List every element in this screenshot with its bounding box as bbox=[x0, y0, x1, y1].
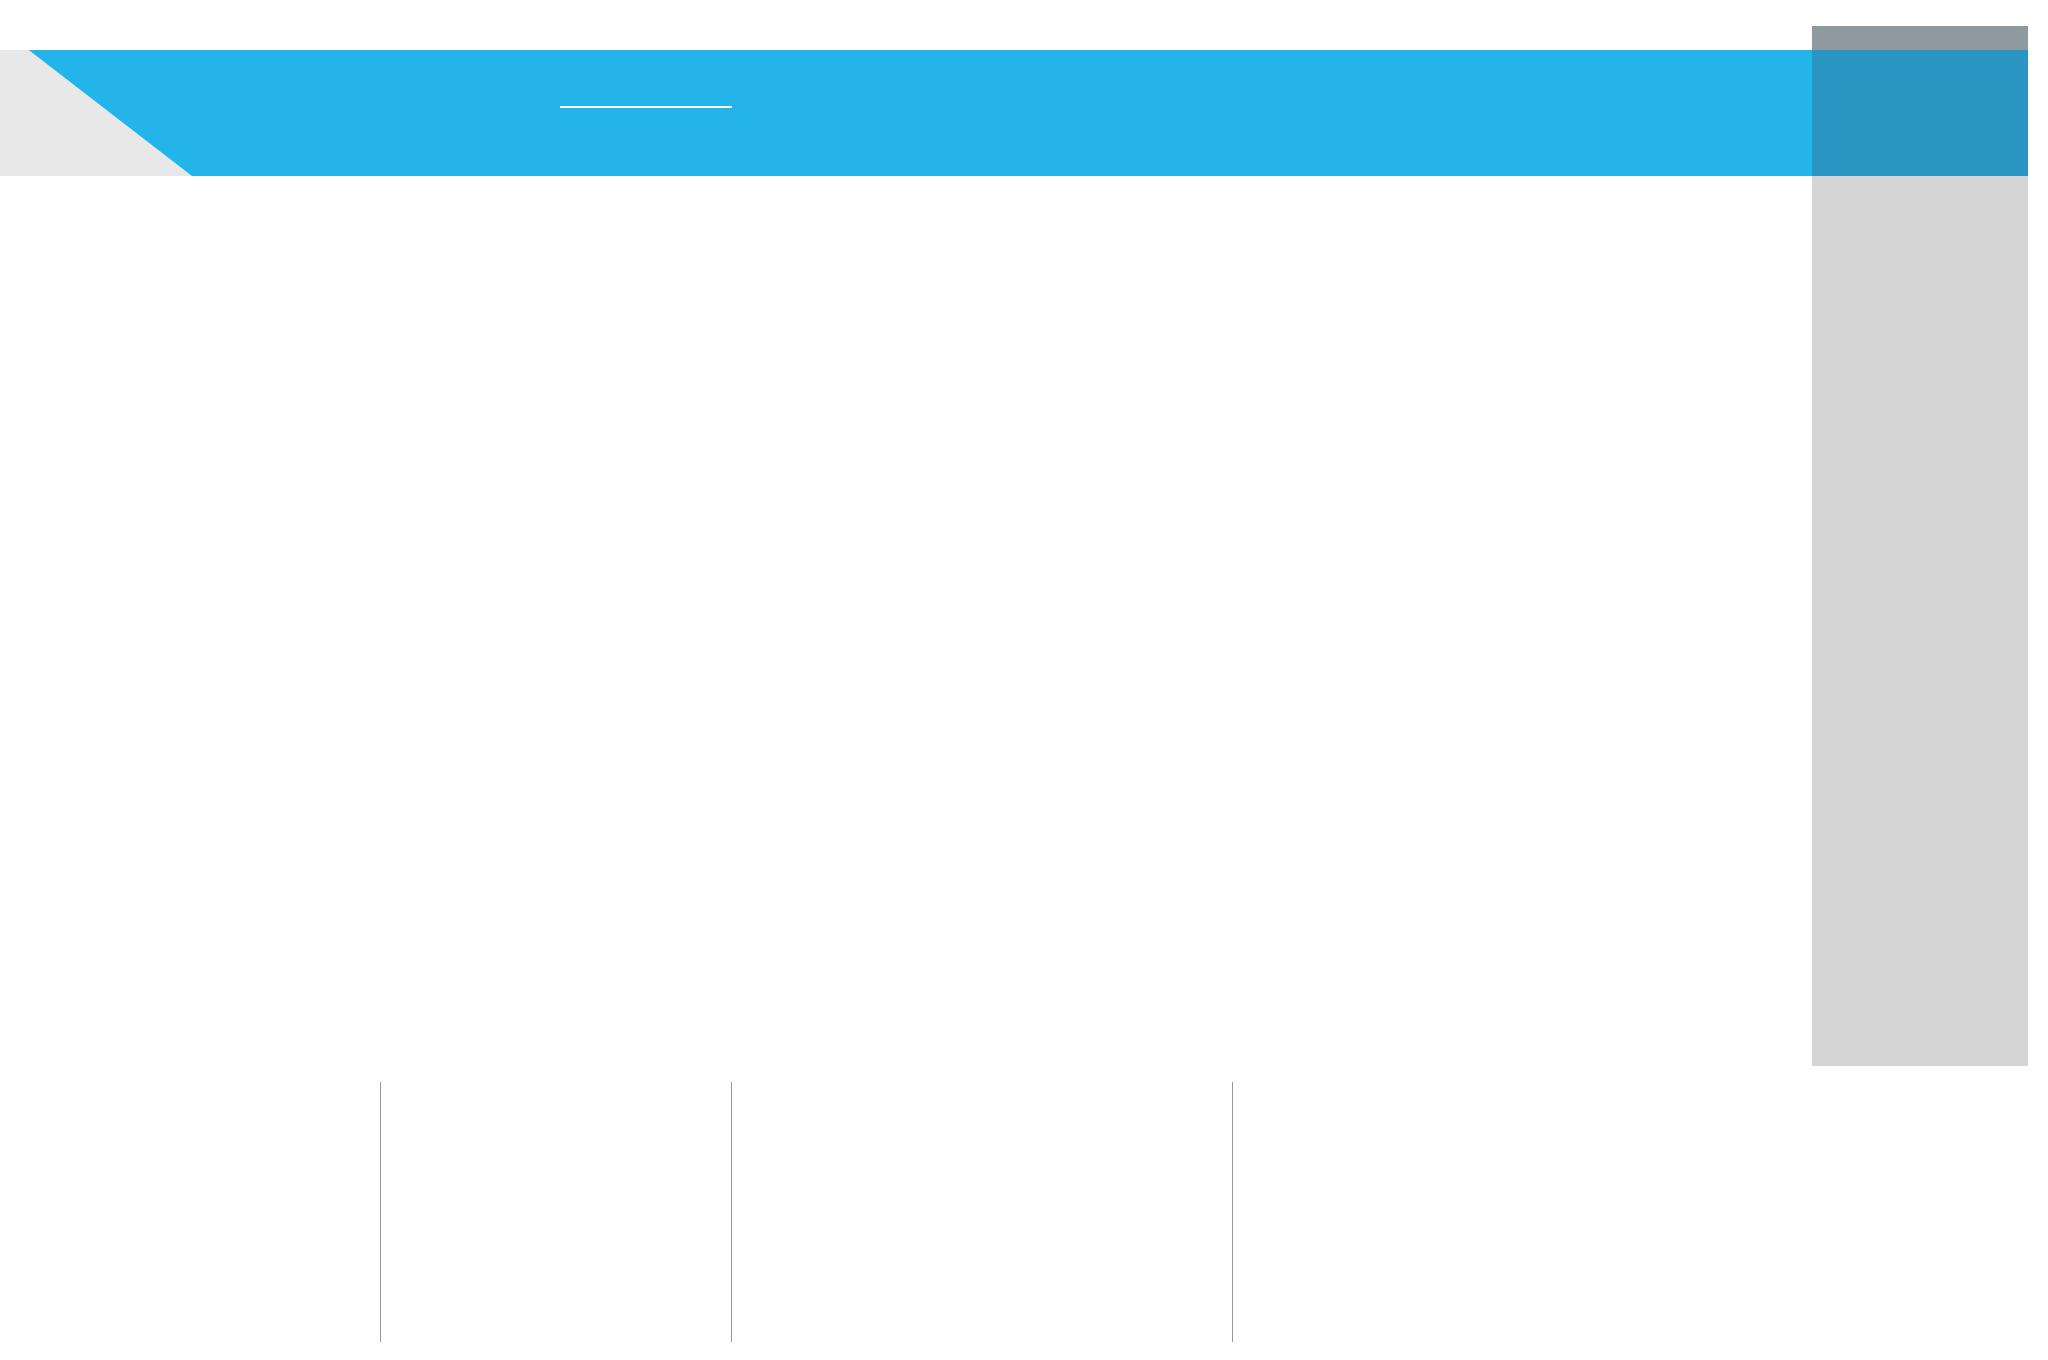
header-band-zone bbox=[1812, 50, 2028, 176]
header-band bbox=[40, 50, 1812, 176]
footnote-separator bbox=[731, 1082, 732, 1342]
footnote-separator bbox=[380, 1082, 381, 1342]
polio-underline bbox=[560, 106, 732, 108]
footnote-separator bbox=[1232, 1082, 1233, 1342]
zone-banner bbox=[1812, 26, 2028, 50]
zone-grey-area bbox=[1812, 176, 2028, 1066]
